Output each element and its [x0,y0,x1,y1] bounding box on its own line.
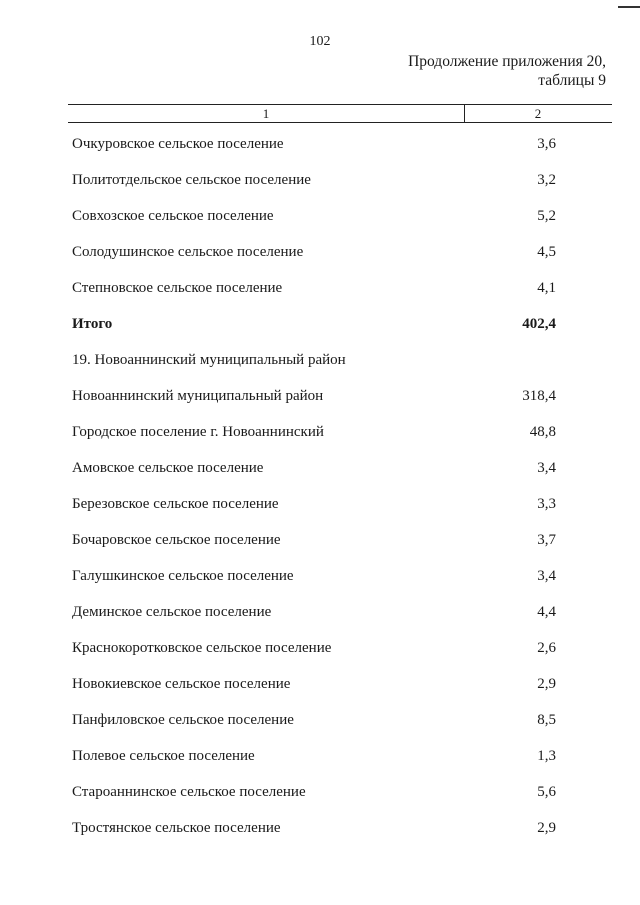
table-row [72,270,592,306]
corner-mark [618,0,640,8]
continuation-line-1: Продолжение приложения 20, [408,53,606,70]
table-row [72,522,592,558]
row-value: 5,2 [537,208,556,224]
row-value: 2,9 [537,820,556,836]
table-row [72,594,592,630]
section-heading: 19. Новоаннинский муниципальный район [72,352,346,368]
row-label: Амовское сельское поселение [72,460,264,476]
row-label: Политотдельское сельское поселение [72,172,311,188]
total-row [72,306,592,342]
row-value: 2,6 [537,640,556,656]
table-row [72,558,592,594]
table-header [68,104,612,123]
continuation-line-2: таблицы 9 [538,72,606,89]
row-value: 48,8 [529,424,556,440]
row-label: Галушкинское сельское поселение [72,568,294,584]
row-value: 3,3 [537,496,556,512]
row-label: Очкуровское сельское поселение [72,136,284,152]
table-row [72,234,592,270]
row-label: Полевое сельское поселение [72,748,255,764]
row-label: Совхозское сельское поселение [72,208,274,224]
section-heading-row [72,342,592,378]
table-row [72,378,592,414]
table-row [72,810,592,846]
row-label: Новоаннинский муниципальный район [72,388,324,404]
row-value: 3,7 [537,532,556,548]
table-row [72,630,592,666]
page-number: 102 [309,34,331,49]
row-value: 3,4 [537,568,556,584]
total-label: Итого [72,316,113,332]
table-row [72,198,592,234]
row-value: 5,6 [537,784,556,800]
table-body [72,126,592,846]
row-value: 318,4 [522,388,556,404]
table-row [72,666,592,702]
table-row [72,414,592,450]
row-value: 3,2 [537,172,556,188]
continuation-note [408,52,606,90]
row-label: Степновское сельское поселение [72,280,283,296]
row-label: Березовское сельское поселение [72,496,279,512]
row-label: Новокиевское сельское поселение [72,676,291,692]
row-value: 3,6 [537,136,556,152]
row-label: Бочаровское сельское поселение [72,532,281,548]
row-value: 2,9 [537,676,556,692]
row-value: 8,5 [537,712,556,728]
row-label: Деминское сельское поселение [72,604,272,620]
row-value: 4,1 [537,280,556,296]
row-label: Городское поселение г. Новоаннинский [72,424,324,440]
row-value: 1,3 [537,748,556,764]
table-row [72,162,592,198]
table-row [72,702,592,738]
row-value: 4,4 [537,604,556,620]
table-header-col-1: 1 [68,105,465,122]
row-label: Солодушинское сельское поселение [72,244,304,260]
row-value: 3,4 [537,460,556,476]
row-label: Староаннинское сельское поселение [72,784,306,800]
table-row [72,126,592,162]
row-value: 4,5 [537,244,556,260]
row-label: Тростянское сельское поселение [72,820,281,836]
table-row [72,450,592,486]
row-label: Краснокоротковское сельское поселение [72,640,332,656]
table-row [72,738,592,774]
total-value: 402,4 [522,316,556,332]
table-row [72,486,592,522]
row-label: Панфиловское сельское поселение [72,712,294,728]
table-row [72,774,592,810]
table-header-col-2: 2 [534,106,542,121]
